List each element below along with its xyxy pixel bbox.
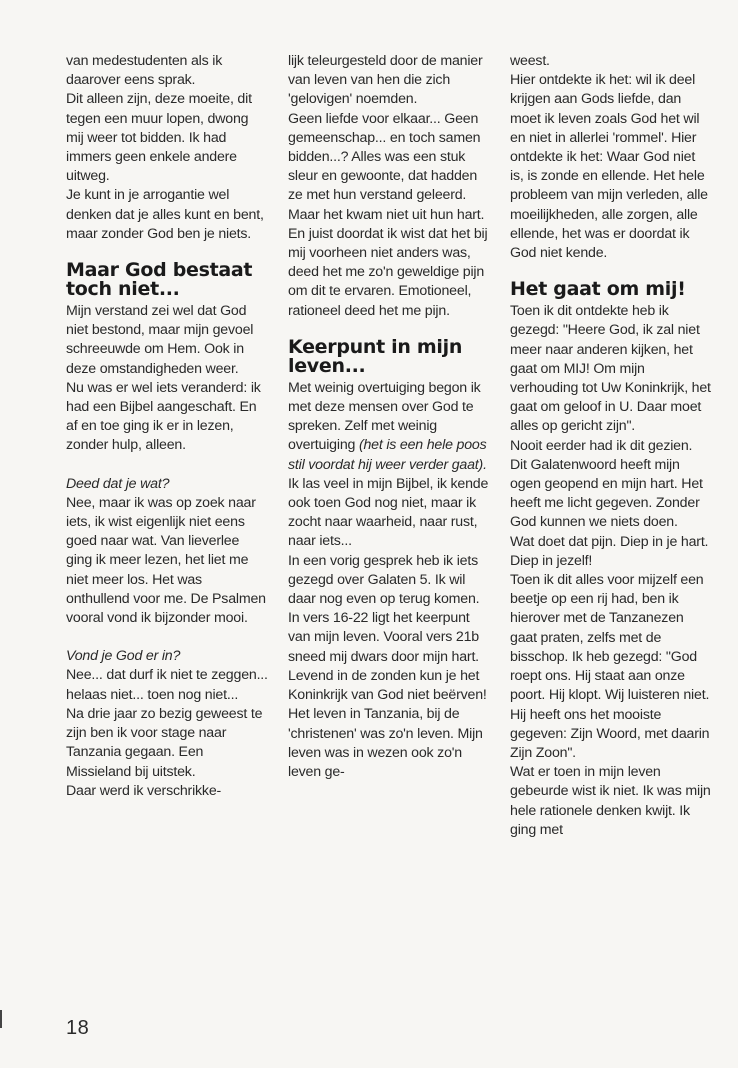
paragraph: Na drie jaar zo bezig geweest te zijn ben ik voor stage naar Tanzania gegaan. Een Missieland bij uitstek. bbox=[66, 705, 263, 780]
paragraph: Nu was er wel iets veranderd: ik had een Bijbel aangeschaft. En af en toe ging ik er in lezen, zonder hulp, alleen. bbox=[66, 379, 261, 454]
paragraph bbox=[288, 379, 490, 475]
column-3 bbox=[510, 52, 712, 840]
interview-question: Deed dat je wat? bbox=[66, 475, 170, 492]
paragraph-text: Met weinig overtuiging begon ik met deze mensen over God te spreken. Zelf met weinig overtuiging bbox=[288, 379, 481, 454]
paragraph: Wat er toen in mijn leven gebeurde wist ik niet. Ik was mijn hele rationele denken kwijt. Ik ging met bbox=[510, 764, 711, 838]
paragraph: Ik las veel in mijn Bijbel, ik kende ook toen God nog niet, maar ik zocht naar waarheid, naar rust, naar iets... bbox=[288, 475, 489, 550]
paragraph: lijk teleurgesteld door de manier van leven van hen die zich 'gelovigen' noemden. bbox=[288, 53, 483, 108]
paragraph: Daar werd ik verschrikke- bbox=[66, 782, 222, 799]
paragraph: Nee, maar ik was op zoek naar iets, ik wist eigenlijk niet eens goed naar wat. Van lieverlee ging ik meer lezen, het liet me niet meer los. Het was onthullend voor me. De Psalmen vooral vond ik bijzonder mooi. bbox=[66, 494, 266, 627]
paragraph: Maar het kwam niet uit hun hart. En juist doordat ik wist dat het bij mij voorheen niet anders was, deed het me zo'n geweldige pijn om dit te ervaren. Emotioneel, rationeel deed het me pijn. bbox=[288, 206, 488, 319]
paragraph: Je kunt in je arrogantie wel denken dat je alles kunt en bent, maar zonder God ben je niets. bbox=[66, 187, 264, 242]
interview-question: Vond je God er in? bbox=[66, 648, 181, 665]
paragraph: In een vorig gesprek heb ik iets gezegd over Galaten 5. Ik wil daar nog even op terug komen. In vers 16-22 ligt het keerpunt van mijn leven. Vooral vers 21b sneed mij dwars door mijn hart. Levend in de zonden kun je het Koninkrijk van God niet beërven! bbox=[288, 552, 487, 704]
paragraph: Nee... dat durf ik niet te zeggen... helaas niet... toen nog niet... bbox=[66, 667, 268, 703]
paragraph: Toen ik dit ontdekte heb ik gezegd: "Heere God, ik zal niet meer naar anderen kijken, het gaat om MIJ! Om mijn verhouding tot Uw Koninkrijk, het gaat om geloof in U. Daar moet alles op gericht zijn". bbox=[510, 303, 711, 435]
paragraph: Het leven in Tanzania, bij de 'christenen' was zo'n leven. Mijn leven was in wezen ook zo'n leven ge- bbox=[288, 706, 483, 780]
page-edge-mark bbox=[0, 1010, 2, 1028]
paragraph: Mijn verstand zei wel dat God niet bestond, maar mijn gevoel schreeuwde om Hem. Ook in deze omstandigheden weer. bbox=[66, 303, 254, 377]
paragraph: Wat doet dat pijn. Diep in je hart. Diep in jezelf! bbox=[510, 533, 709, 569]
paragraph: Hier ontdekte ik het: wil ik deel krijgen aan Gods liefde, dan moet ik leven zoals God het wil en niet in allerlei 'rommel'. Hier ontdekte ik het: Waar God niet is, is zonde en ellende. Het hele probleem van mijn verleden, alle moeilijkheden, alle zorgen, alle ellende, het was er doordat ik God niet kende. bbox=[510, 72, 708, 262]
paragraph: Dit alleen zijn, deze moeite, dit tegen een muur lopen, dwong mij weer tot bidden. Ik had immers geen enkele andere uitweg. bbox=[66, 91, 252, 185]
page-number: 18 bbox=[66, 1017, 90, 1039]
section-heading-het-gaat-om-mij: Het gaat om mij! bbox=[510, 278, 686, 301]
section-heading-maar-god-bestaat: Maar God bestaat toch niet... bbox=[66, 259, 253, 301]
column-2 bbox=[288, 52, 490, 782]
paragraph: Geen liefde voor elkaar... Geen gemeenschap... en toch samen bidden...? Alles was een stuk sleur en gewoonte, dat hadden ze met hun verstand geleerd. bbox=[288, 110, 481, 204]
paragraph: weest. bbox=[510, 53, 550, 69]
section-heading-keerpunt: Keerpunt in mijn leven... bbox=[288, 335, 463, 377]
paragraph: Toen ik dit alles voor mijzelf een beetje op een rij had, ben ik hierover met de Tanzanezen gaat praten, zelfs met de bisschop. Ik heb gezegd: "God roept ons. Hij staat aan onze poort. Hij klopt. Wij luisteren niet. Hij heeft ons het mooiste gegeven: Zijn Woord, met daarin Zijn Zoon". bbox=[510, 572, 710, 761]
italic-aside: (het is een hele poos stil voordat hij weer verder gaat). bbox=[288, 437, 487, 473]
column-1 bbox=[66, 52, 268, 801]
paragraph: Nooit eerder had ik dit gezien. Dit Galatenwoord heeft mijn ogen geopend en mijn hart. Het heeft me licht gegeven. Zonder God kunnen we niets doen. bbox=[510, 437, 703, 531]
paragraph: van medestudenten als ik daarover eens sprak. bbox=[66, 53, 223, 89]
